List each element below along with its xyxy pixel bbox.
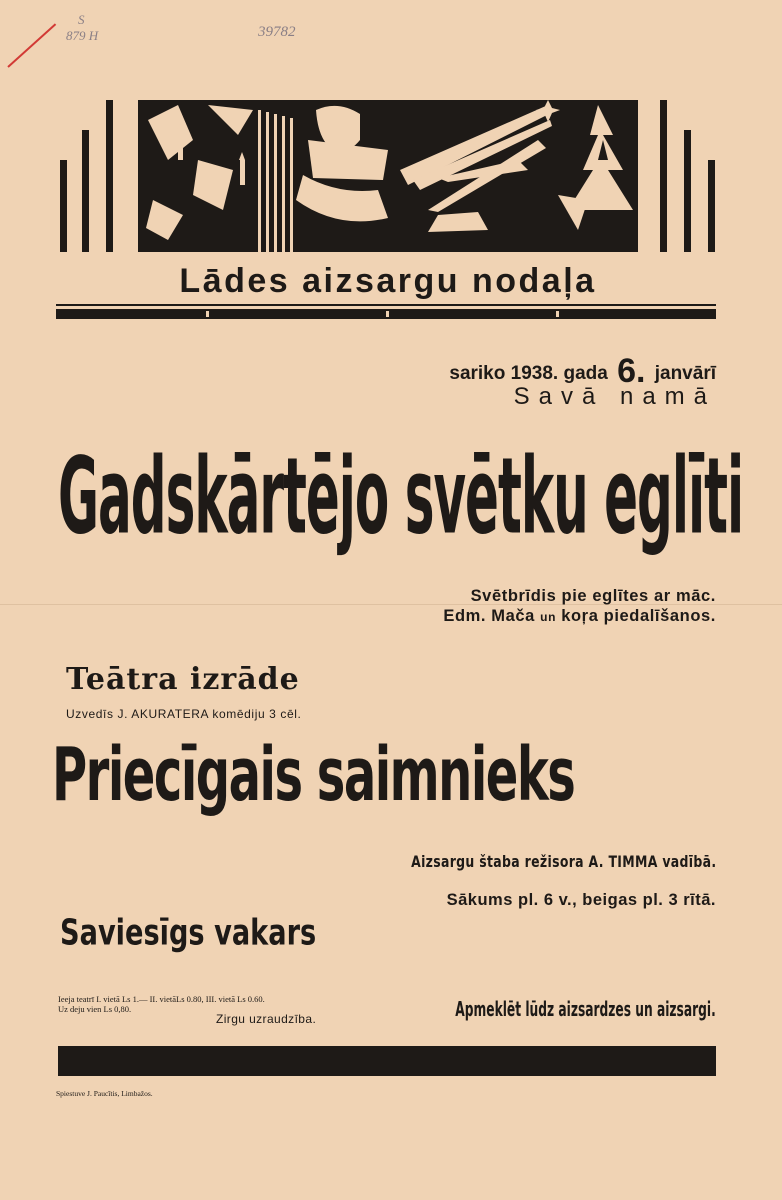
archive-red-mark [7,23,56,67]
archive-mark-right: 39782 [258,24,296,40]
organization-rule [56,309,716,319]
right-bar-3 [708,160,715,252]
invitation: Apmeklēt lūdz aizsardzes un aizsargi. [455,998,716,1022]
left-bar-2 [82,130,89,252]
prices [58,994,265,1014]
headline: Gadskārtējo svētku eglīti [58,436,744,558]
evening-heading: Saviesīgs vakars [60,912,317,954]
event-location: Savā namā [513,383,716,410]
author-line: Uzvedīs J. AKURATERA komēdiju 3 cēl. [66,707,302,721]
date-prefix: sariko 1938. gada [449,363,608,384]
program-line-1: Svētbrīdis pie eglītes ar māc. [470,587,716,605]
left-bar-3 [106,100,113,252]
christmas-woodcut-illustration [138,100,638,252]
right-bar-1 [660,100,667,252]
rule-gap [556,311,559,317]
prices-line-2: Uz deju vien Ls 0,80. [58,1004,132,1014]
director-line: Aizsargu štaba režisora A. TIMMA vadībā. [410,852,716,871]
organization-title: Lādes aizsargu nodaļa [179,262,597,300]
play-title: Priecīgais saimnieks [52,732,575,819]
program-text [443,586,716,627]
horse-watch: Zirgu uzraudzība. [216,1012,317,1026]
organization-rule-thin [56,304,716,306]
left-bar-1 [60,160,67,252]
theatre-heading: Teātra izrāde [66,662,300,697]
rule-gap [206,311,209,317]
program-choir: koŗa piedalīšanos. [561,607,716,625]
bottom-bar [58,1046,716,1076]
date-day: 6. [617,352,646,390]
program-line-2 [443,606,716,627]
program-and: un [540,610,557,624]
time-line: Sākums pl. 6 v., beigas pl. 3 rītā. [446,891,716,909]
rule-gap [386,311,389,317]
right-bar-2 [684,130,691,252]
date-month: janvārī [654,363,716,384]
printer-credit: Spiestuve J. Paucītis, Limbažos. [56,1089,153,1098]
archive-mark-s: S [78,12,85,27]
program-pastor: Edm. Mača [443,607,535,625]
archive-mark-left: 879 H [66,28,99,43]
prices-line-1: Ieeja teatrī I. vietā Ls 1.— II. vietāLs 0.80, III. vietā Ls 0.60. [58,994,265,1004]
